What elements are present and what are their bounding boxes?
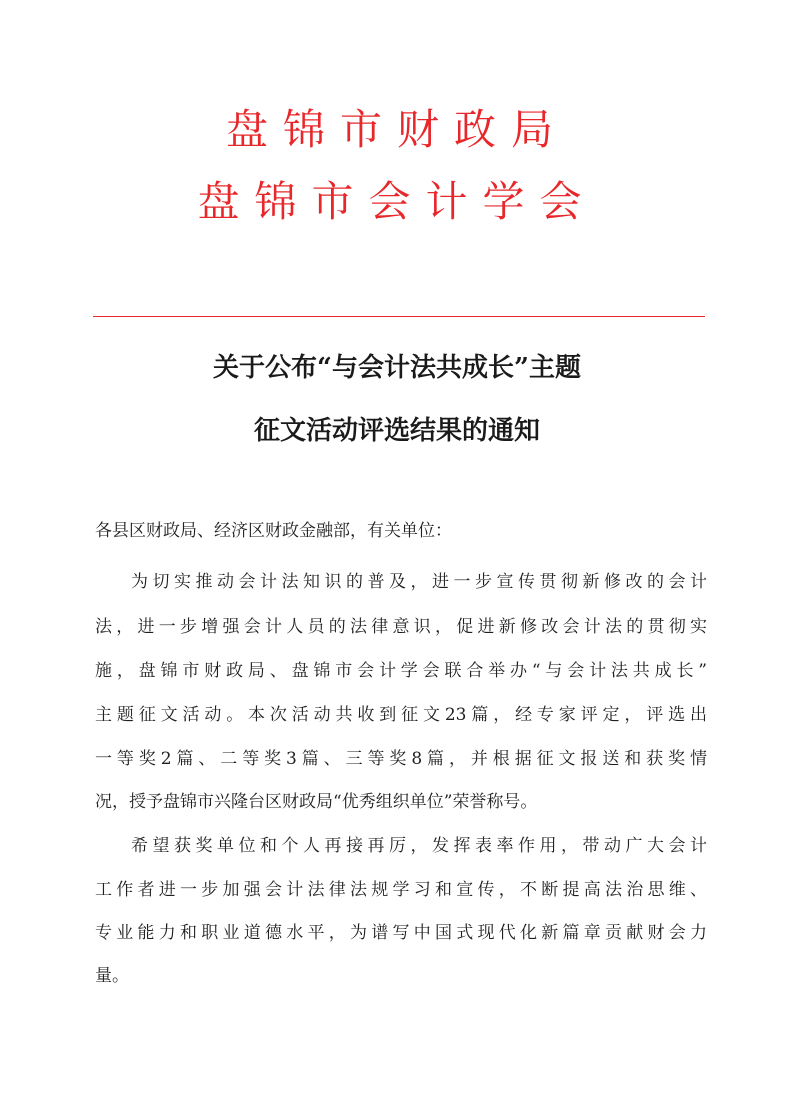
paragraph-1-line: 法，进一步增强会计人员的法律意识，促进新修改会计法的贯彻实 [95,617,707,637]
paragraph-2-line: 量。 [95,966,129,986]
letterhead-issuer-accounting-society: 盘锦市会计学会 [197,177,597,226]
letterhead-issuer-finance-bureau: 盘锦市财政局 [225,105,568,154]
letterhead-divider [93,316,705,317]
paragraph-2-line: 专业能力和职业道德水平，为谱写中国式现代化新篇章贡献财会力 [95,923,707,943]
paragraph-1-line: 为切实推动会计法知识的普及，进一步宣传贯彻新修改的会计 [131,572,707,592]
salutation: 各县区财政局、经济区财政金融部，有关单位： [95,521,452,541]
document-title-line-1: 关于公布“与会计法共成长”主题 [213,353,581,383]
paragraph-1-line: 主题征文活动。本次活动共收到征文23篇，经专家评定，评选出 [95,705,707,725]
paragraph-2-line: 工作者进一步加强会计法律法规学习和宣传，不断提高法治思维、 [95,880,707,900]
paragraph-1-line: 一等奖2篇、二等奖3篇、三等奖8篇，并根据征文报送和获奖情 [95,749,707,769]
paragraph-2-line: 希望获奖单位和个人再接再厉，发挥表率作用，带动广大会计 [131,836,707,856]
paragraph-1-line: 况，授予盘锦市兴隆台区财政局“优秀组织单位”荣誉称号。 [95,792,538,812]
document-title-line-2: 征文活动评选结果的通知 [253,416,540,446]
paragraph-1-line: 施，盘锦市财政局、盘锦市会计学会联合举办“与会计法共成长” [95,661,707,681]
